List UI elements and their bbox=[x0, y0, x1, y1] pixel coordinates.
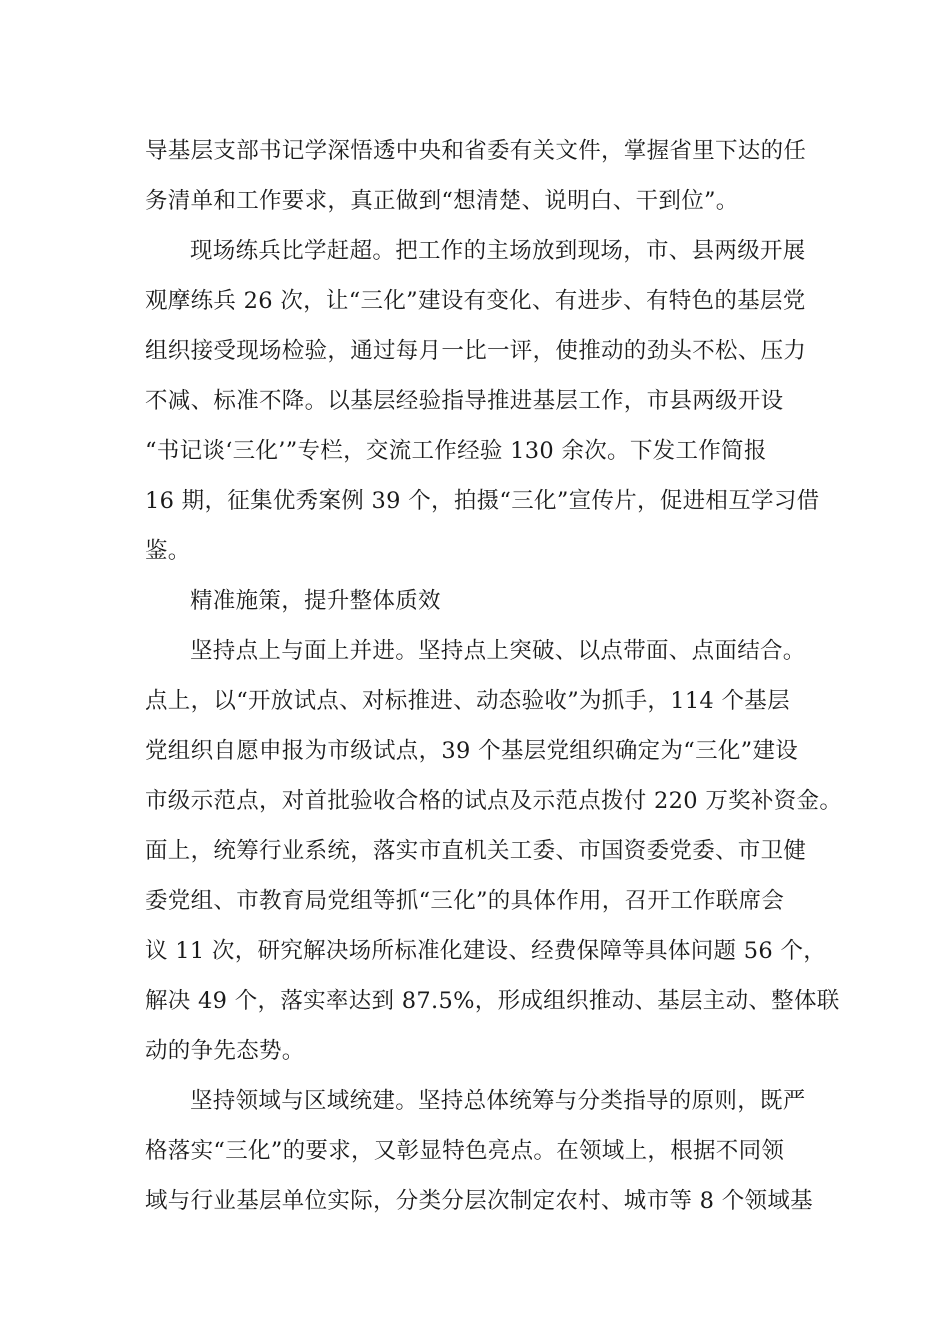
text-line: 务清单和工作要求，真正做到“想清楚、说明白、干到位”。 bbox=[145, 188, 739, 214]
text-line: 面上，统筹行业系统，落实市直机关工委、市国资委党委、市卫健 bbox=[145, 838, 807, 864]
text-line: 16 期，征集优秀案例 39 个，拍摄“三化”宣传片，促进相互学习借 bbox=[145, 488, 820, 514]
text-line: 不减、标准不降。以基层经验指导推进基层工作，市县两级开设 bbox=[145, 388, 784, 414]
text-line: 鉴。 bbox=[145, 538, 191, 564]
text-line: 市级示范点，对首批验收合格的试点及示范点拨付 220 万奖补资金。 bbox=[145, 788, 843, 814]
text-line: 点上，以“开放试点、对标推进、动态验收”为抓手，114 个基层 bbox=[145, 688, 790, 714]
text-line: “书记谈‘三化’”专栏，交流工作经验 130 余次。下发工作简报 bbox=[145, 438, 767, 464]
section-heading: 精准施策，提升整体质效 bbox=[190, 588, 441, 614]
text-line: 格落实“三化”的要求，又彰显特色亮点。在领域上，根据不同领 bbox=[145, 1138, 785, 1164]
text-line: 委党组、市教育局党组等抓“三化”的具体作用，召开工作联席会 bbox=[145, 888, 785, 914]
text-line: 党组织自愿申报为市级试点，39 个基层党组织确定为“三化”建设 bbox=[145, 738, 799, 764]
paragraph-start-line: 现场练兵比学赶超。把工作的主场放到现场，市、县两级开展 bbox=[190, 238, 806, 264]
text-line: 组织接受现场检验，通过每月一比一评，使推动的劲头不松、压力 bbox=[145, 338, 807, 364]
text-line: 导基层支部书记学深悟透中央和省委有关文件，掌握省里下达的任 bbox=[145, 138, 807, 164]
paragraph-start-line: 坚持点上与面上并进。坚持点上突破、以点带面、点面结合。 bbox=[190, 638, 806, 664]
text-line: 议 11 次，研究解决场所标准化建设、经费保障等具体问题 56 个， bbox=[145, 938, 827, 964]
text-line: 域与行业基层单位实际，分类分层次制定农村、城市等 8 个领域基 bbox=[145, 1188, 813, 1214]
text-line: 动的争先态势。 bbox=[145, 1038, 305, 1064]
text-line: 观摩练兵 26 次，让“三化”建设有变化、有进步、有特色的基层党 bbox=[145, 288, 806, 314]
text-line: 解决 49 个，落实率达到 87.5%，形成组织推动、基层主动、整体联 bbox=[145, 988, 840, 1014]
paragraph-start-line: 坚持领域与区域统建。坚持总体统筹与分类指导的原则，既严 bbox=[190, 1088, 806, 1114]
